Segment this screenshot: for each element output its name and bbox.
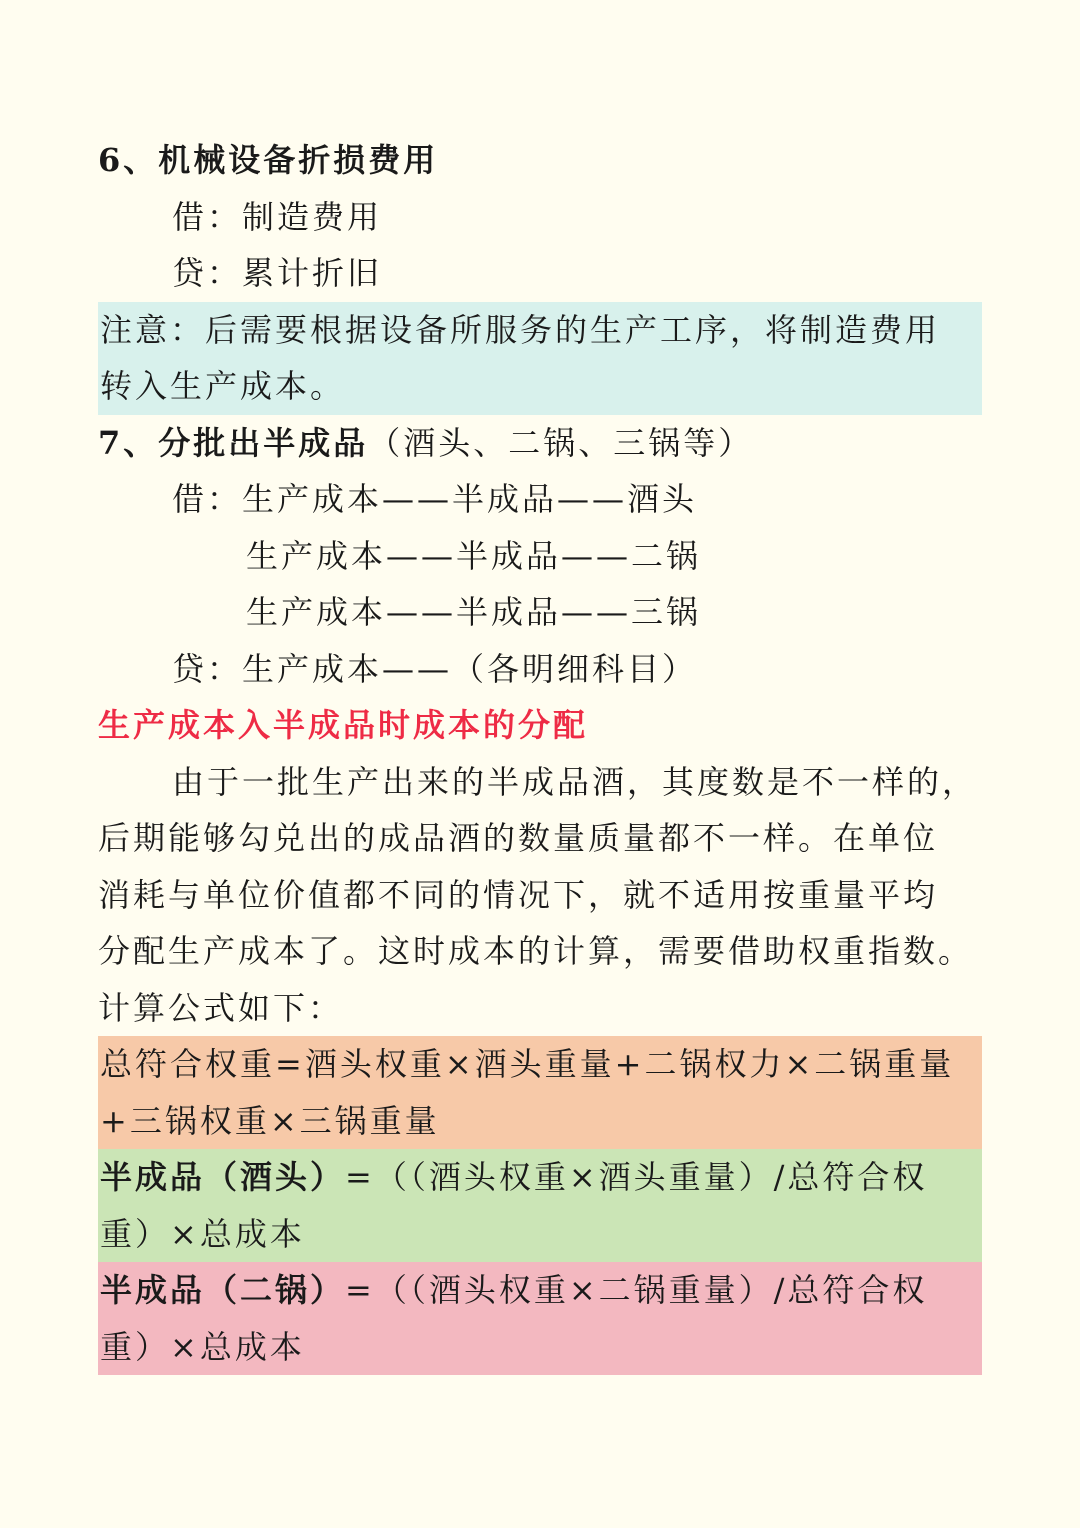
formula-second-line-1: [100, 1262, 980, 1319]
formula-head-line-1: [100, 1149, 980, 1206]
paragraph-line: 计算公式如下：: [98, 988, 344, 1027]
paragraph-line: 后期能够勾兑出的成品酒的数量质量都不一样。在单位: [98, 819, 939, 857]
section-7-debit-1: 借：生产成本——半成品——酒头: [172, 480, 698, 518]
paragraph-line: 分配生产成本了。这时成本的计算，需要借助权重指数。: [98, 932, 974, 970]
formula-second: [98, 1262, 982, 1375]
section-7-credit: 贷：生产成本——（各明细科目）: [172, 649, 698, 688]
allocation-heading: 生产成本入半成品时成本的分配: [98, 706, 589, 744]
section-7-title-bold: 7、分批出半成品: [98, 423, 369, 462]
section-7-title-rest: （酒头、二锅、三锅等）: [368, 423, 754, 462]
formula-head: [98, 1149, 982, 1262]
note-line-2: 转入生产成本。: [100, 367, 346, 405]
formula-total-weight: [98, 1036, 982, 1149]
section-6-credit: 贷：累计折旧: [172, 254, 383, 292]
allocation-paragraph: [98, 754, 982, 1037]
section-7-debit-3: 生产成本——半成品——三锅: [246, 593, 702, 631]
section-6-debit: 借：制造费用: [172, 197, 383, 236]
section-6-title: 6、机械设备折损费用: [98, 141, 439, 179]
note-line-1: 注意：后需要根据设备所服务的生产工序，将制造费用: [100, 310, 941, 349]
formula-second-expr: =（（酒头权重×二锅重量）/总符合权: [345, 1271, 928, 1309]
paragraph-line: 由于一批生产出来的半成品酒，其度数是不一样的，: [172, 762, 978, 801]
formula-second-label: 半成品（二锅）: [100, 1271, 346, 1309]
formula-total-line-1: 总符合权重=酒头权重×酒头重量+二锅权力×二锅重量: [100, 1045, 955, 1083]
section-6-note: [98, 302, 982, 415]
paragraph-line: 消耗与单位价值都不同的情况下，就不适用按重量平均: [98, 875, 939, 914]
section-7-title: [98, 415, 982, 472]
document-page: [98, 132, 982, 1375]
formula-head-label: 半成品（酒头）: [100, 1158, 346, 1196]
formula-head-expr: =（（酒头权重×酒头重量）/总符合权: [345, 1158, 928, 1196]
formula-second-line-2: 重）×总成本: [100, 1327, 305, 1366]
formula-total-line-2: +三锅权重×三锅重量: [100, 1101, 440, 1140]
section-7-debit-2: 生产成本——半成品——二锅: [246, 536, 702, 575]
formula-head-line-2: 重）×总成本: [100, 1214, 305, 1253]
